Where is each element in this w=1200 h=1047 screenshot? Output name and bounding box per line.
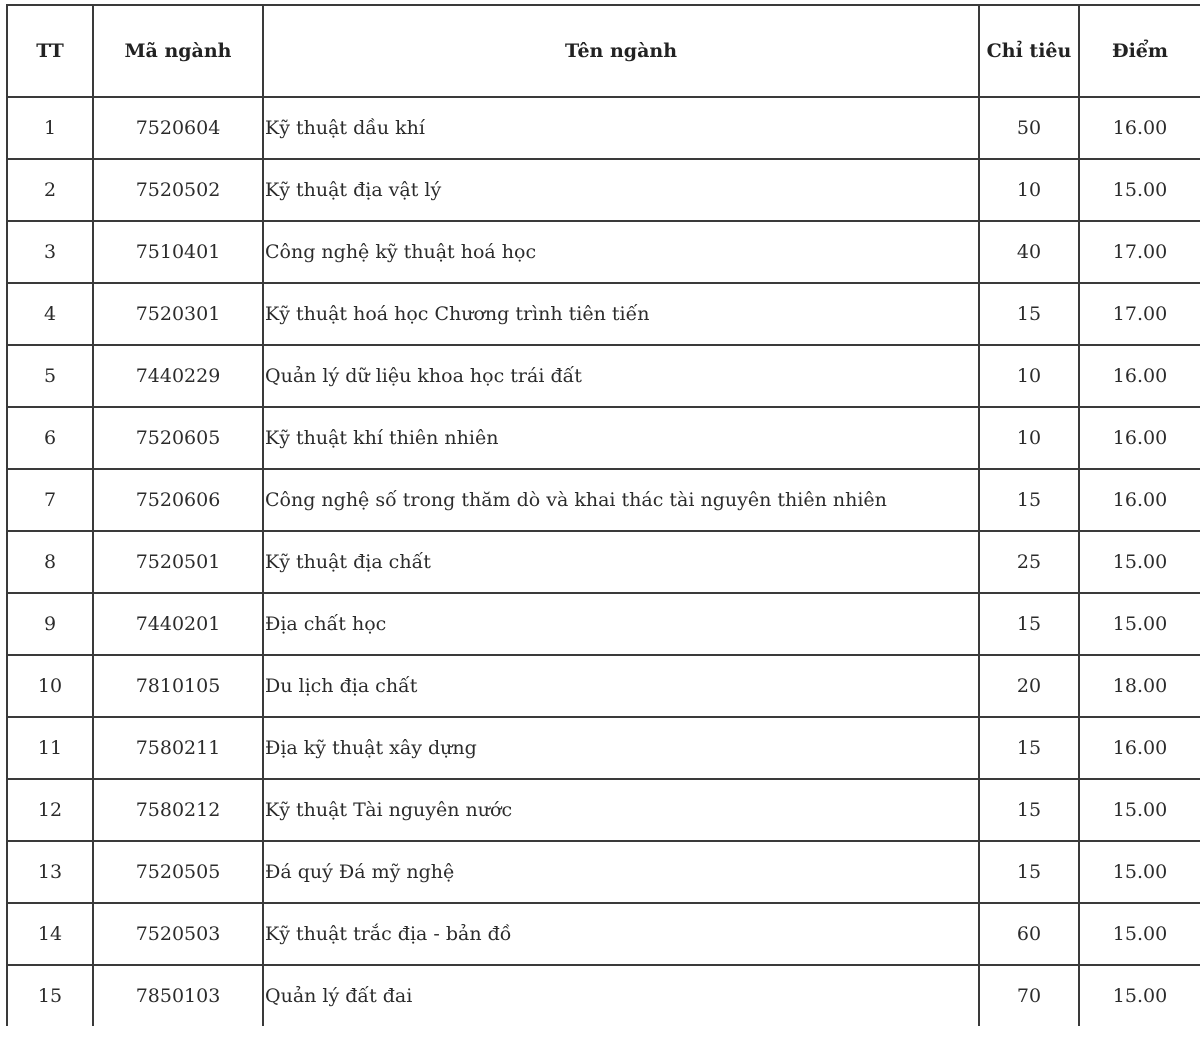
cell-score: 15.00: [1079, 965, 1200, 1026]
cell-quota: 20: [979, 655, 1079, 717]
cell-quota: 70: [979, 965, 1079, 1026]
cell-name: Công nghệ số trong thăm dò và khai thác tài nguyên thiên nhiên: [263, 469, 979, 531]
cell-tt: 11: [7, 717, 93, 779]
table-row: [7, 97, 1200, 159]
cell-name: Địa kỹ thuật xây dựng: [263, 717, 979, 779]
cell-tt: 5: [7, 345, 93, 407]
cell-score: 15.00: [1079, 593, 1200, 655]
cell-score: 17.00: [1079, 221, 1200, 283]
table-row: [7, 655, 1200, 717]
cell-tt: 3: [7, 221, 93, 283]
cell-tt: 6: [7, 407, 93, 469]
table-row: [7, 159, 1200, 221]
cell-score: 16.00: [1079, 469, 1200, 531]
table-row: [7, 965, 1200, 1026]
cell-tt: 8: [7, 531, 93, 593]
cell-score: 16.00: [1079, 345, 1200, 407]
cell-name: Kỹ thuật địa chất: [263, 531, 979, 593]
cell-code: 7520606: [93, 469, 263, 531]
cell-tt: 15: [7, 965, 93, 1026]
cell-score: 16.00: [1079, 717, 1200, 779]
cell-code: 7580211: [93, 717, 263, 779]
cell-quota: 60: [979, 903, 1079, 965]
header-code: Mã ngành: [93, 5, 263, 97]
cell-quota: 10: [979, 345, 1079, 407]
cell-quota: 10: [979, 407, 1079, 469]
cell-score: 16.00: [1079, 407, 1200, 469]
cell-name: Kỹ thuật dầu khí: [263, 97, 979, 159]
cell-code: 7520501: [93, 531, 263, 593]
table-body: [7, 97, 1200, 1026]
table-row: [7, 841, 1200, 903]
cell-code: 7520502: [93, 159, 263, 221]
table-row: [7, 717, 1200, 779]
table-row: [7, 779, 1200, 841]
cell-code: 7520604: [93, 97, 263, 159]
cell-code: 7580212: [93, 779, 263, 841]
cell-score: 15.00: [1079, 779, 1200, 841]
cell-code: 7440229: [93, 345, 263, 407]
cell-name: Kỹ thuật trắc địa - bản đồ: [263, 903, 979, 965]
cell-score: 17.00: [1079, 283, 1200, 345]
cell-name: Du lịch địa chất: [263, 655, 979, 717]
cell-name: Đá quý Đá mỹ nghệ: [263, 841, 979, 903]
cell-name: Kỹ thuật khí thiên nhiên: [263, 407, 979, 469]
cell-score: 15.00: [1079, 159, 1200, 221]
table-row: [7, 531, 1200, 593]
table-header-row: [7, 5, 1200, 97]
table-row: [7, 469, 1200, 531]
cell-quota: 15: [979, 283, 1079, 345]
cell-name: Công nghệ kỹ thuật hoá học: [263, 221, 979, 283]
cell-tt: 2: [7, 159, 93, 221]
header-score: Điểm: [1079, 5, 1200, 97]
cell-code: 7520605: [93, 407, 263, 469]
cell-tt: 7: [7, 469, 93, 531]
header-name: Tên ngành: [263, 5, 979, 97]
cell-quota: 15: [979, 717, 1079, 779]
cell-score: 15.00: [1079, 531, 1200, 593]
cell-tt: 12: [7, 779, 93, 841]
cell-quota: 15: [979, 779, 1079, 841]
cell-score: 15.00: [1079, 903, 1200, 965]
cell-code: 7520503: [93, 903, 263, 965]
cell-code: 7440201: [93, 593, 263, 655]
admission-scores-table-container: [6, 4, 1200, 1026]
cell-code: 7850103: [93, 965, 263, 1026]
cell-code: 7520301: [93, 283, 263, 345]
cell-quota: 15: [979, 841, 1079, 903]
cell-quota: 10: [979, 159, 1079, 221]
cell-name: Quản lý đất đai: [263, 965, 979, 1026]
cell-tt: 14: [7, 903, 93, 965]
cell-code: 7810105: [93, 655, 263, 717]
cell-score: 18.00: [1079, 655, 1200, 717]
table-row: [7, 407, 1200, 469]
table-row: [7, 903, 1200, 965]
table-row: [7, 345, 1200, 407]
cell-code: 7510401: [93, 221, 263, 283]
cell-quota: 15: [979, 593, 1079, 655]
table-row: [7, 593, 1200, 655]
cell-score: 16.00: [1079, 97, 1200, 159]
cell-name: Quản lý dữ liệu khoa học trái đất: [263, 345, 979, 407]
cell-tt: 1: [7, 97, 93, 159]
cell-quota: 25: [979, 531, 1079, 593]
admission-scores-table: [6, 4, 1200, 1026]
header-tt: TT: [7, 5, 93, 97]
cell-tt: 10: [7, 655, 93, 717]
cell-tt: 13: [7, 841, 93, 903]
cell-score: 15.00: [1079, 841, 1200, 903]
cell-name: Kỹ thuật Tài nguyên nước: [263, 779, 979, 841]
cell-name: Địa chất học: [263, 593, 979, 655]
cell-quota: 50: [979, 97, 1079, 159]
header-quota: Chỉ tiêu: [979, 5, 1079, 97]
cell-tt: 4: [7, 283, 93, 345]
cell-code: 7520505: [93, 841, 263, 903]
cell-name: Kỹ thuật hoá học Chương trình tiên tiến: [263, 283, 979, 345]
cell-quota: 15: [979, 469, 1079, 531]
cell-quota: 40: [979, 221, 1079, 283]
cell-tt: 9: [7, 593, 93, 655]
cell-name: Kỹ thuật địa vật lý: [263, 159, 979, 221]
table-row: [7, 221, 1200, 283]
table-row: [7, 283, 1200, 345]
